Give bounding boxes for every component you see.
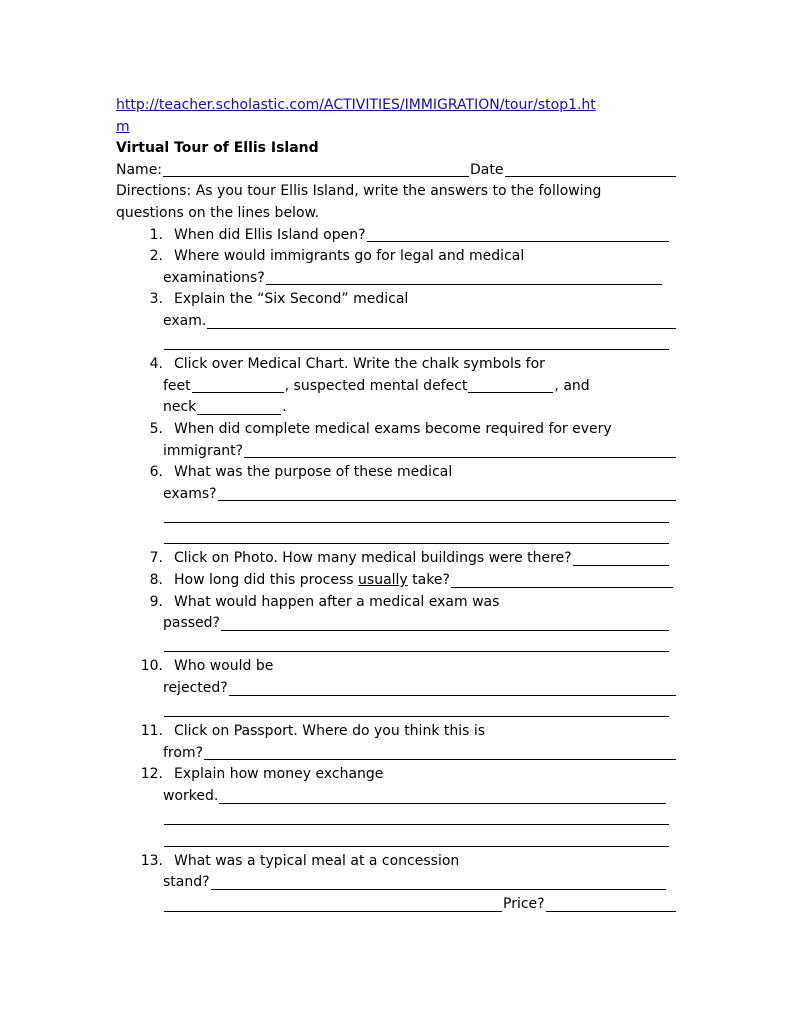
directions-line-1 [116, 181, 676, 203]
answer-blank[interactable] [204, 759, 676, 760]
question-text: neck [163, 399, 197, 416]
question-10 [116, 656, 676, 678]
question-text: rejected? [163, 680, 228, 697]
question-number: 9. [149, 593, 163, 610]
directions-text-2: questions on the lines below. [116, 204, 320, 221]
question-12 [116, 764, 676, 786]
name-blank[interactable] [163, 176, 469, 177]
question-text: When did complete medical exams become required for every [174, 420, 612, 437]
question-6-continued [116, 484, 676, 506]
emphasized-word: usually [358, 572, 408, 589]
question-number: 3. [149, 291, 163, 308]
answer-blank[interactable] [221, 630, 669, 631]
question-4-continued [116, 376, 676, 398]
question-6-extra-line-1 [116, 505, 676, 527]
question-text: immigrant? [163, 442, 244, 459]
question-text: . [282, 399, 287, 416]
answer-blank[interactable] [164, 911, 502, 912]
question-13-price-line [116, 894, 676, 916]
question-10-extra-line [116, 700, 676, 722]
question-number: 10. [140, 658, 163, 675]
question-text: What was the purpose of these medical [174, 464, 453, 481]
question-13 [116, 851, 676, 873]
question-text: worked. [163, 788, 219, 804]
directions-line-2 [116, 203, 676, 225]
answer-blank[interactable] [218, 500, 676, 501]
question-text: Explain how money exchange [174, 766, 384, 783]
answer-blank[interactable] [164, 824, 669, 825]
question-text: take? [412, 572, 450, 589]
answer-blank[interactable] [207, 328, 676, 329]
question-text: Explain the “Six Second” medical [174, 291, 409, 308]
question-13-continued [116, 872, 676, 894]
question-3 [116, 289, 676, 311]
answer-blank[interactable] [451, 587, 673, 588]
question-10-continued [116, 678, 676, 700]
question-number: 4. [149, 356, 163, 373]
answer-blank[interactable] [266, 284, 662, 285]
question-number: 11. [140, 723, 163, 740]
answer-blank[interactable] [164, 543, 669, 544]
question-9-continued [116, 613, 676, 635]
question-6-extra-line-2 [116, 527, 676, 549]
question-8 [116, 570, 676, 592]
question-11 [116, 721, 676, 743]
question-5 [116, 419, 676, 441]
question-text: Click on Photo. How many medical buildings were there? [174, 550, 572, 567]
answer-blank[interactable] [164, 716, 669, 717]
question-number: 6. [149, 464, 163, 481]
answer-blank[interactable] [229, 695, 676, 696]
source-url-link[interactable]: http://teacher.scholastic.com/ACTIVITIES/IMMIGRATION/tour/stop1.ht [116, 97, 596, 113]
title-text: Virtual Tour of Ellis Island [116, 140, 319, 157]
source-url-link-continued[interactable]: m [116, 118, 130, 135]
question-number: 2. [149, 248, 163, 265]
question-number: 13. [140, 852, 163, 869]
question-text: When did Ellis Island open? [174, 226, 366, 243]
question-1 [116, 225, 676, 247]
question-text: , and [554, 377, 590, 394]
answer-blank[interactable] [211, 889, 666, 890]
question-6 [116, 462, 676, 484]
worksheet-title [116, 138, 676, 160]
question-number: 1. [149, 226, 163, 243]
question-4 [116, 354, 676, 376]
directions-text-1: Directions: As you tour Ellis Island, write the answers to the following [116, 183, 602, 200]
answer-blank[interactable] [573, 565, 669, 566]
question-text: Click over Medical Chart. Write the chalk symbols for [174, 356, 545, 373]
url-line-1 [116, 95, 676, 117]
answer-blank[interactable] [244, 457, 676, 458]
question-text: feet [163, 377, 191, 394]
question-12-extra-line-1 [116, 808, 676, 830]
question-text: What would happen after a medical exam was [174, 593, 500, 610]
question-5-continued [116, 441, 676, 463]
question-text: Who would be [174, 658, 274, 675]
question-text: examinations? [163, 269, 265, 286]
feet-blank[interactable] [192, 392, 284, 393]
answer-blank[interactable] [164, 651, 669, 652]
answer-blank[interactable] [164, 522, 669, 523]
question-number: 7. [149, 550, 163, 567]
name-date-line [116, 160, 676, 182]
question-text: exam. [163, 312, 207, 329]
question-text: exams? [163, 485, 217, 502]
question-text: passed? [163, 615, 220, 632]
price-label: Price? [503, 895, 545, 912]
question-4-neck [116, 397, 676, 419]
question-text: from? [163, 744, 204, 761]
question-number: 5. [149, 420, 163, 437]
question-number: 12. [140, 766, 163, 783]
question-9 [116, 592, 676, 614]
question-text: stand? [163, 874, 210, 891]
answer-blank[interactable] [164, 846, 669, 847]
date-blank[interactable] [505, 176, 677, 177]
question-11-continued [116, 743, 676, 765]
price-blank[interactable] [546, 911, 676, 912]
question-number: 8. [149, 572, 163, 589]
answer-blank[interactable] [367, 241, 669, 242]
question-2 [116, 246, 676, 268]
question-text: How long did this process [174, 572, 354, 589]
question-3-continued [116, 311, 676, 333]
question-12-continued [116, 786, 676, 808]
date-label: Date [470, 161, 504, 178]
question-7 [116, 548, 676, 570]
name-label: Name: [116, 161, 163, 178]
question-9-extra-line [116, 635, 676, 657]
question-text: Click on Passport. Where do you think this is [174, 723, 486, 740]
question-text: Where would immigrants go for legal and medical [174, 248, 525, 265]
question-text: What was a typical meal at a concession [174, 852, 460, 869]
answer-blank[interactable] [219, 803, 666, 804]
worksheet-body [116, 95, 676, 916]
url-line-2 [116, 117, 676, 139]
question-text: , suspected mental defect [284, 377, 468, 394]
neck-blank[interactable] [197, 414, 281, 415]
question-2-continued [116, 268, 676, 290]
question-3-extra-line [116, 333, 676, 355]
mental-defect-blank[interactable] [468, 392, 553, 393]
question-12-extra-line-2 [116, 829, 676, 851]
answer-blank[interactable] [164, 349, 669, 350]
